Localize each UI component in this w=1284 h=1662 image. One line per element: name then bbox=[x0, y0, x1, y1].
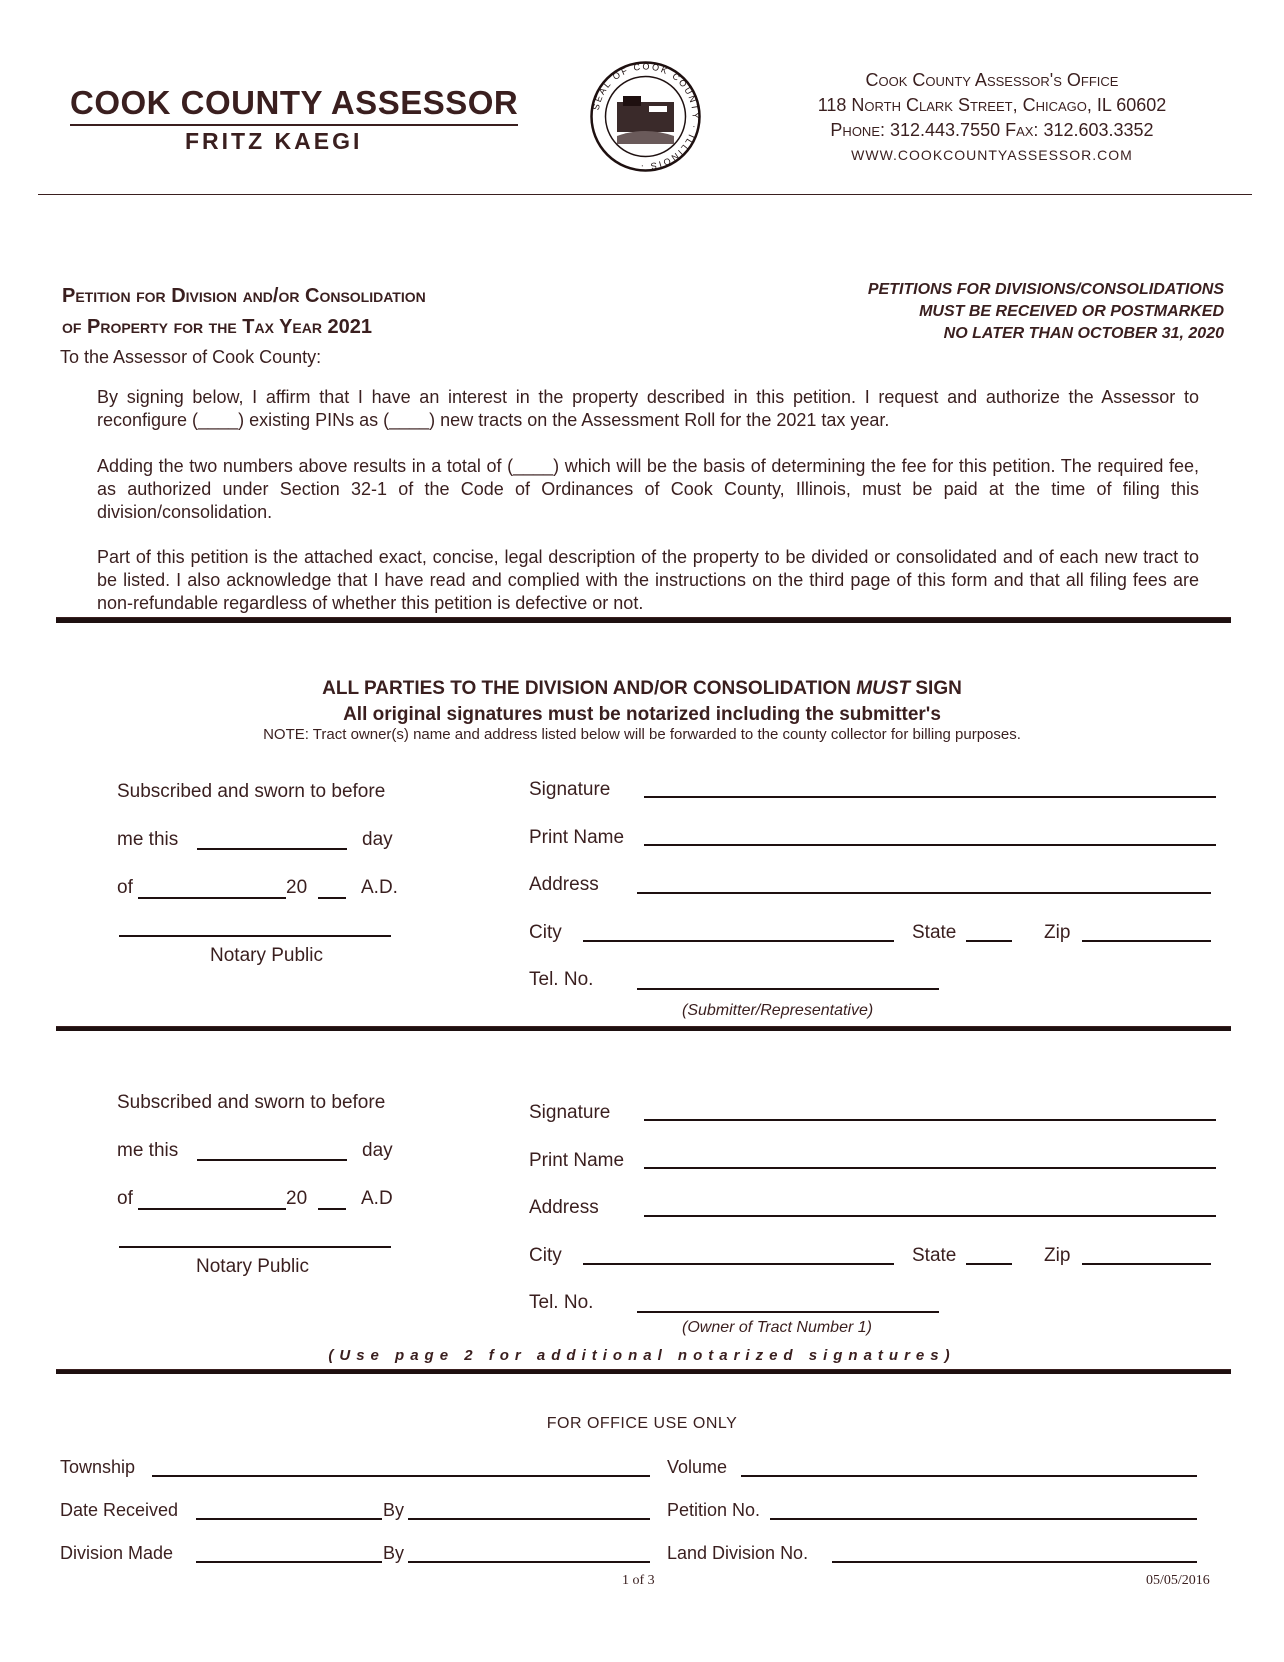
notary-public-label: Notary Public bbox=[196, 1256, 309, 1277]
date-received-field[interactable] bbox=[196, 1518, 382, 1520]
sworn-label: Subscribed and sworn to before bbox=[117, 781, 386, 802]
address-field[interactable] bbox=[644, 1215, 1216, 1217]
tel-field[interactable] bbox=[637, 988, 939, 990]
office-contact-block bbox=[752, 68, 1232, 168]
additional-signatures-note: (Use page 2 for additional notarized signatures) bbox=[328, 1347, 956, 1364]
signature-field[interactable] bbox=[644, 796, 1216, 798]
zip-label: Zip bbox=[1044, 922, 1071, 943]
signature-label: Signature bbox=[529, 1102, 611, 1123]
revision-date: 05/05/2016 bbox=[1146, 1573, 1210, 1588]
address-field[interactable] bbox=[637, 892, 1211, 894]
deadline-line1: PETITIONS FOR DIVISIONS/CONSOLIDATIONS bbox=[867, 281, 1224, 298]
signature-label: Signature bbox=[529, 779, 611, 800]
owner-role-label: (Owner of Tract Number 1) bbox=[682, 1319, 872, 1336]
volume-field[interactable] bbox=[741, 1475, 1197, 1477]
state-field[interactable] bbox=[966, 1263, 1012, 1265]
division-by-label: By bbox=[383, 1543, 405, 1563]
state-label: State bbox=[912, 922, 957, 943]
notary-signature-field[interactable] bbox=[119, 1246, 391, 1248]
me-this-label: me this bbox=[117, 1140, 179, 1161]
petition-title-line2: of Property for the Tax Year 2021 bbox=[62, 316, 373, 338]
of-label: of bbox=[117, 1188, 133, 1209]
header-divider bbox=[38, 194, 1252, 195]
received-by-label: By bbox=[383, 1500, 405, 1520]
office-website: WWW.COOKCOUNTYASSESSOR.COM bbox=[851, 147, 1133, 163]
signing-heading-must: MUST bbox=[856, 678, 911, 699]
me-this-label: me this bbox=[117, 829, 179, 850]
year-field[interactable] bbox=[318, 897, 346, 899]
block-divider bbox=[56, 1026, 1231, 1031]
svg-text:SEAL OF COOK COUNTY · ILLINOIS: SEAL OF COOK COUNTY · ILLINOIS · bbox=[590, 61, 701, 172]
ad-label: A.D bbox=[361, 1188, 393, 1209]
received-by-field[interactable] bbox=[408, 1518, 650, 1520]
day-label: day bbox=[362, 829, 393, 850]
petition-title bbox=[62, 281, 426, 343]
petition-title-line1: Petition for Division and/or Consolidation bbox=[62, 285, 426, 307]
division-made-field[interactable] bbox=[196, 1561, 382, 1563]
township-label: Township bbox=[60, 1457, 136, 1477]
day-field[interactable] bbox=[197, 1159, 347, 1161]
deadline-line2: MUST BE RECEIVED OR POSTMARKED bbox=[919, 303, 1224, 320]
year-prefix: 20 bbox=[286, 877, 308, 898]
year-field[interactable] bbox=[318, 1208, 346, 1210]
paragraph-acknowledgement: Part of this petition is the attached exact, concise, legal description of the property to be divided or consolidated and of each new tract to be listed. I also acknowledge that I have read and complied with the instructions on the third page of this form and that all filing fees are non-refundable regardless of whether this petition is defective or not. bbox=[97, 547, 1199, 613]
month-field[interactable] bbox=[138, 897, 286, 899]
date-received-label: Date Received bbox=[60, 1500, 179, 1520]
address-label: Address bbox=[529, 1197, 599, 1218]
page-number: 1 of 3 bbox=[622, 1573, 655, 1588]
petition-no-label: Petition No. bbox=[667, 1500, 761, 1520]
notary-signature-field[interactable] bbox=[119, 935, 391, 937]
print-name-label: Print Name bbox=[529, 827, 625, 848]
office-address: 118 North Clark Street, Chicago, IL 60602 bbox=[817, 95, 1167, 115]
zip-label: Zip bbox=[1044, 1245, 1071, 1266]
paragraph-fee: Adding the two numbers above results in a total of (____) which will be the basis of determining the fee for this petition. The required fee, as authorized under Section 32-1 of the Code of Ordinances of Cook County, Illinois, must be paid at the time of filing this division/consolidation. bbox=[97, 456, 1199, 522]
zip-field[interactable] bbox=[1082, 940, 1211, 942]
print-name-field[interactable] bbox=[644, 1167, 1216, 1169]
day-label: day bbox=[362, 1140, 393, 1161]
tel-label: Tel. No. bbox=[529, 1292, 594, 1313]
zip-field[interactable] bbox=[1082, 1263, 1211, 1265]
signing-heading bbox=[0, 676, 1284, 728]
office-name: Cook County Assessor's Office bbox=[865, 70, 1119, 90]
sworn-label: Subscribed and sworn to before bbox=[117, 1092, 386, 1113]
print-name-field[interactable] bbox=[644, 844, 1216, 846]
signing-heading-part2: SIGN bbox=[910, 678, 962, 699]
petition-no-field[interactable] bbox=[770, 1518, 1197, 1520]
division-made-label: Division Made bbox=[60, 1543, 174, 1563]
state-label: State bbox=[912, 1245, 957, 1266]
year-prefix: 20 bbox=[286, 1188, 308, 1209]
assessor-title: COOK COUNTY ASSESSOR bbox=[70, 84, 518, 126]
print-name-label: Print Name bbox=[529, 1150, 625, 1171]
day-field[interactable] bbox=[197, 848, 347, 850]
office-phone: Phone: 312.443.7550 Fax: 312.603.3352 bbox=[830, 120, 1154, 140]
tel-label: Tel. No. bbox=[529, 969, 594, 990]
ad-label: A.D. bbox=[361, 877, 398, 898]
land-division-no-field[interactable] bbox=[832, 1561, 1197, 1563]
assessor-name: FRITZ KAEGI bbox=[185, 128, 363, 154]
deadline-notice bbox=[704, 279, 1224, 345]
tel-field[interactable] bbox=[637, 1311, 939, 1313]
submitter-role-label: (Submitter/Representative) bbox=[682, 1002, 874, 1019]
paragraph-authorization: By signing below, I affirm that I have an interest in the property described in this petition. I request and authorize the Assessor to reconfigure (____) existing PINs as (____) new tracts on the Assessment Roll for the 2021 tax year. bbox=[97, 387, 1199, 430]
state-field[interactable] bbox=[966, 940, 1012, 942]
notary-public-label: Notary Public bbox=[210, 945, 323, 966]
of-label: of bbox=[117, 877, 133, 898]
city-label: City bbox=[529, 1245, 562, 1266]
city-field[interactable] bbox=[583, 1263, 894, 1265]
signature-field[interactable] bbox=[644, 1119, 1216, 1121]
office-use-heading: FOR OFFICE USE ONLY bbox=[546, 1415, 738, 1432]
land-division-no-label: Land Division No. bbox=[667, 1543, 809, 1563]
volume-label: Volume bbox=[667, 1457, 728, 1477]
deadline-line3: NO LATER THAN OCTOBER 31, 2020 bbox=[943, 325, 1224, 342]
city-label: City bbox=[529, 922, 562, 943]
division-by-field[interactable] bbox=[408, 1561, 650, 1563]
billing-note: NOTE: Tract owner(s) name and address listed below will be forwarded to the county collector for billing purposes. bbox=[263, 726, 1021, 743]
address-label: Address bbox=[529, 874, 599, 895]
township-field[interactable] bbox=[152, 1475, 650, 1477]
office-divider bbox=[56, 1369, 1231, 1374]
salutation: To the Assessor of Cook County: bbox=[60, 347, 322, 367]
signing-heading-part1: ALL PARTIES TO THE DIVISION AND/OR CONSOLIDATION bbox=[322, 678, 857, 699]
signing-heading-line2: All original signatures must be notarized including the submitter's bbox=[343, 704, 941, 725]
city-field[interactable] bbox=[583, 940, 894, 942]
section-divider bbox=[56, 617, 1231, 623]
county-seal-icon bbox=[589, 60, 702, 173]
month-field[interactable] bbox=[138, 1208, 286, 1210]
